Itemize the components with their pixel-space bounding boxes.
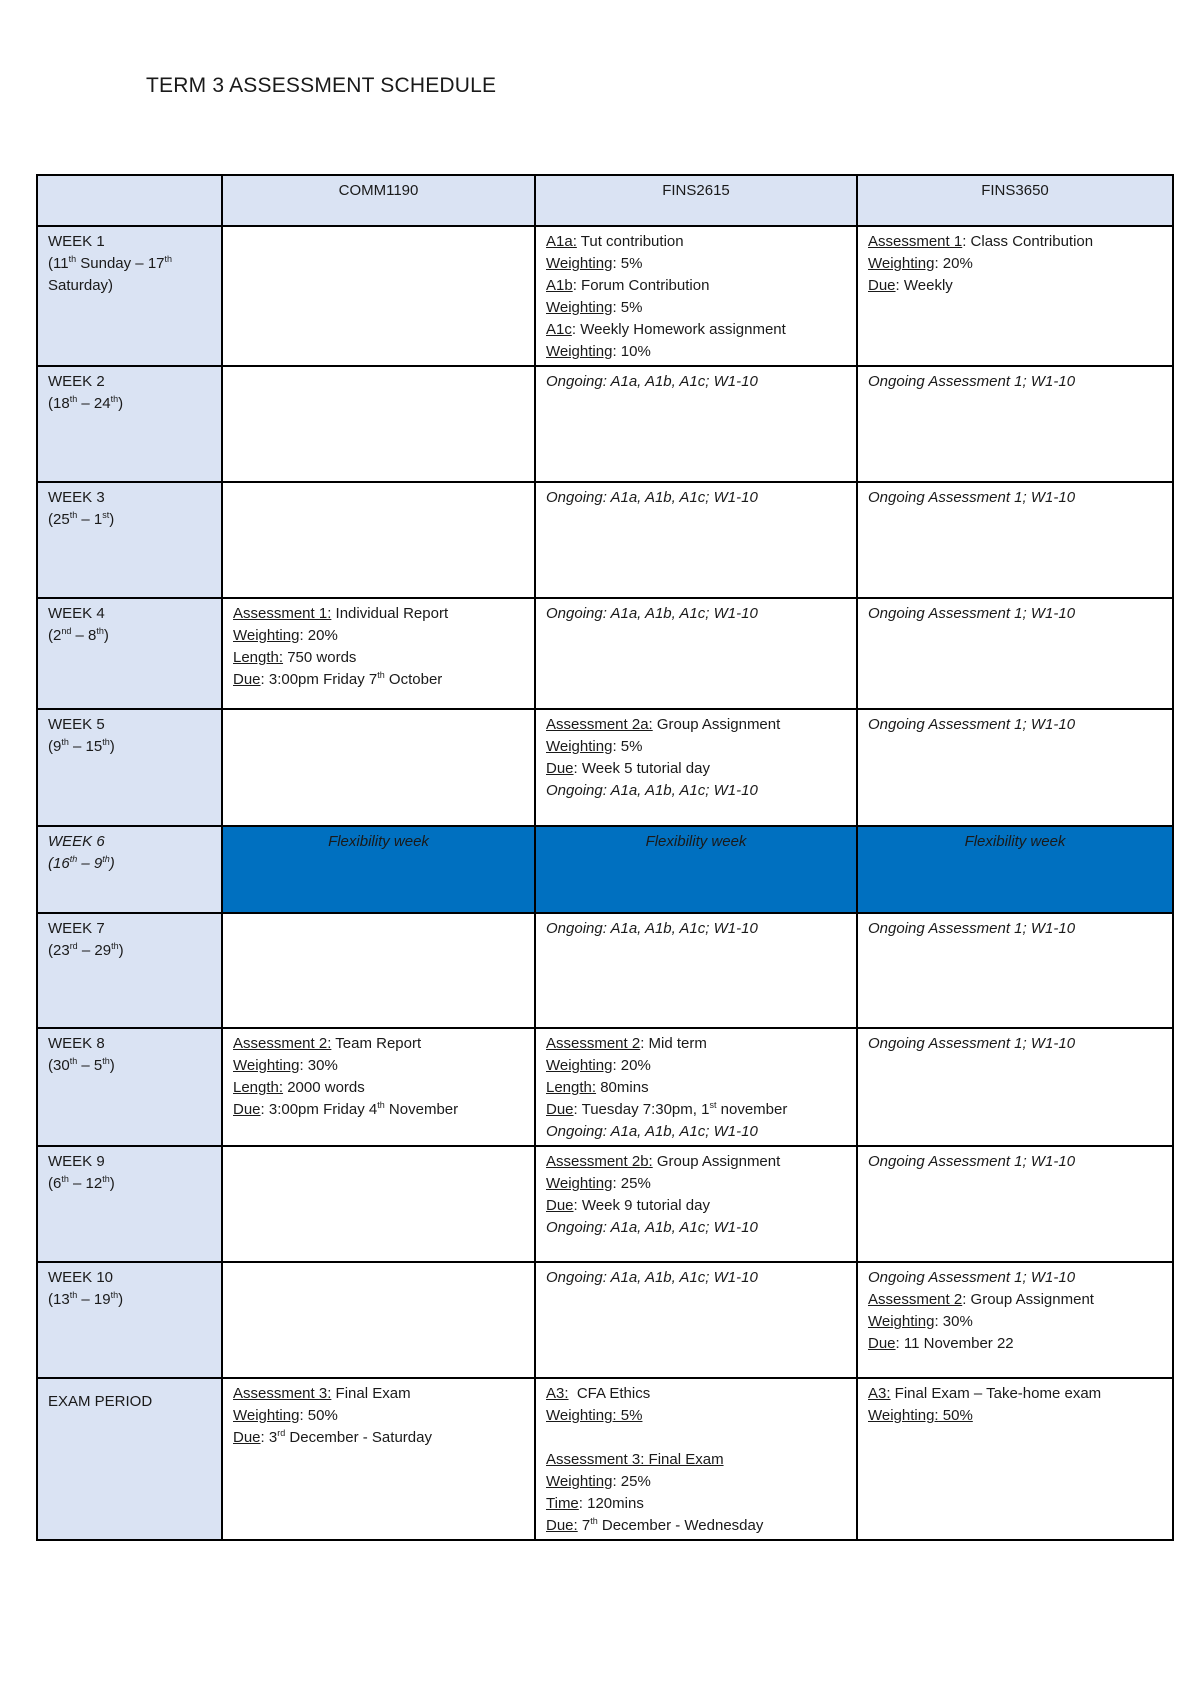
header-row: [37, 175, 1173, 226]
week-3-comm1190: [222, 482, 535, 598]
week-2-row: [37, 366, 1173, 482]
exam-period-label: EXAM PERIOD: [37, 1378, 222, 1540]
week-10-fins2615: Ongoing: A1a, A1b, A1c; W1-10: [535, 1262, 857, 1378]
week-1-fins3650: Assessment 1: Class Contribution Weighting: 20% Due: Weekly: [857, 226, 1173, 366]
assessment-schedule-table: [36, 174, 1174, 1541]
week-1-fins2615: A1a: Tut contribution Weighting: 5% A1b: Forum Contribution Weighting: 5% A1c: Weekly Homework assignment Weighting: 10%: [535, 226, 857, 366]
week-5-fins3650: Ongoing Assessment 1; W1-10: [857, 709, 1173, 826]
header-fins3650: FINS3650: [857, 175, 1173, 226]
week-7-fins3650: Ongoing Assessment 1; W1-10: [857, 913, 1173, 1028]
week-9-row: [37, 1146, 1173, 1262]
week-1-comm1190: [222, 226, 535, 366]
week-10-comm1190: [222, 1262, 535, 1378]
week-8-fins3650: Ongoing Assessment 1; W1-10: [857, 1028, 1173, 1146]
exam-period-row: [37, 1378, 1173, 1540]
header-corner: [37, 175, 222, 226]
exam-fins2615: A3: CFA Ethics Weighting: 5% Assessment 3: Final Exam Weighting: 25% Time: 120mins Due: 7th December - Wednesday: [535, 1378, 857, 1540]
week-1-label: WEEK 1 (11th Sunday – 17th Saturday): [37, 226, 222, 366]
week-5-label: WEEK 5 (9th – 15th): [37, 709, 222, 826]
week-5-row: [37, 709, 1173, 826]
week-4-fins2615: Ongoing: A1a, A1b, A1c; W1-10: [535, 598, 857, 709]
week-9-label: WEEK 9 (6th – 12th): [37, 1146, 222, 1262]
week-7-comm1190: [222, 913, 535, 1028]
week-2-label: WEEK 2 (18th – 24th): [37, 366, 222, 482]
page-title: TERM 3 ASSESSMENT SCHEDULE: [146, 74, 497, 97]
week-3-row: [37, 482, 1173, 598]
week-5-comm1190: [222, 709, 535, 826]
week-6-label: WEEK 6 (16th – 9th): [37, 826, 222, 913]
week-6-fins3650-flexibility: Flexibility week: [857, 826, 1173, 913]
week-7-row: [37, 913, 1173, 1028]
week-2-fins2615: Ongoing: A1a, A1b, A1c; W1-10: [535, 366, 857, 482]
header-comm1190: COMM1190: [222, 175, 535, 226]
week-8-row: [37, 1028, 1173, 1146]
week-4-label: WEEK 4 (2nd – 8th): [37, 598, 222, 709]
week-8-fins2615: Assessment 2: Mid term Weighting: 20% Length: 80mins Due: Tuesday 7:30pm, 1st november Ongoing: A1a, A1b, A1c; W1-10: [535, 1028, 857, 1146]
week-2-comm1190: [222, 366, 535, 482]
week-1-row: [37, 226, 1173, 366]
week-3-fins3650: Ongoing Assessment 1; W1-10: [857, 482, 1173, 598]
week-3-label: WEEK 3 (25th – 1st): [37, 482, 222, 598]
week-6-row: [37, 826, 1173, 913]
week-9-comm1190: [222, 1146, 535, 1262]
week-9-fins2615: Assessment 2b: Group Assignment Weighting: 25% Due: Week 9 tutorial day Ongoing: A1a, A1b, A1c; W1-10: [535, 1146, 857, 1262]
week-4-row: [37, 598, 1173, 709]
week-7-label: WEEK 7 (23rd – 29th): [37, 913, 222, 1028]
week-7-fins2615: Ongoing: A1a, A1b, A1c; W1-10: [535, 913, 857, 1028]
week-2-fins3650: Ongoing Assessment 1; W1-10: [857, 366, 1173, 482]
exam-comm1190: Assessment 3: Final Exam Weighting: 50% Due: 3rd December - Saturday: [222, 1378, 535, 1540]
week-8-comm1190: Assessment 2: Team Report Weighting: 30% Length: 2000 words Due: 3:00pm Friday 4th November: [222, 1028, 535, 1146]
week-3-fins2615: Ongoing: A1a, A1b, A1c; W1-10: [535, 482, 857, 598]
week-5-fins2615: Assessment 2a: Group Assignment Weighting: 5% Due: Week 5 tutorial day Ongoing: A1a, A1b, A1c; W1-10: [535, 709, 857, 826]
header-fins2615: FINS2615: [535, 175, 857, 226]
exam-fins3650: A3: Final Exam – Take-home exam Weighting: 50%: [857, 1378, 1173, 1540]
week-10-row: [37, 1262, 1173, 1378]
week-10-label: WEEK 10 (13th – 19th): [37, 1262, 222, 1378]
week-6-fins2615-flexibility: Flexibility week: [535, 826, 857, 913]
week-4-fins3650: Ongoing Assessment 1; W1-10: [857, 598, 1173, 709]
week-6-comm1190-flexibility: Flexibility week: [222, 826, 535, 913]
week-4-comm1190: Assessment 1: Individual Report Weighting: 20% Length: 750 words Due: 3:00pm Friday 7th October: [222, 598, 535, 709]
week-9-fins3650: Ongoing Assessment 1; W1-10: [857, 1146, 1173, 1262]
week-10-fins3650: Ongoing Assessment 1; W1-10 Assessment 2: Group Assignment Weighting: 30% Due: 11 November 22: [857, 1262, 1173, 1378]
week-8-label: WEEK 8 (30th – 5th): [37, 1028, 222, 1146]
